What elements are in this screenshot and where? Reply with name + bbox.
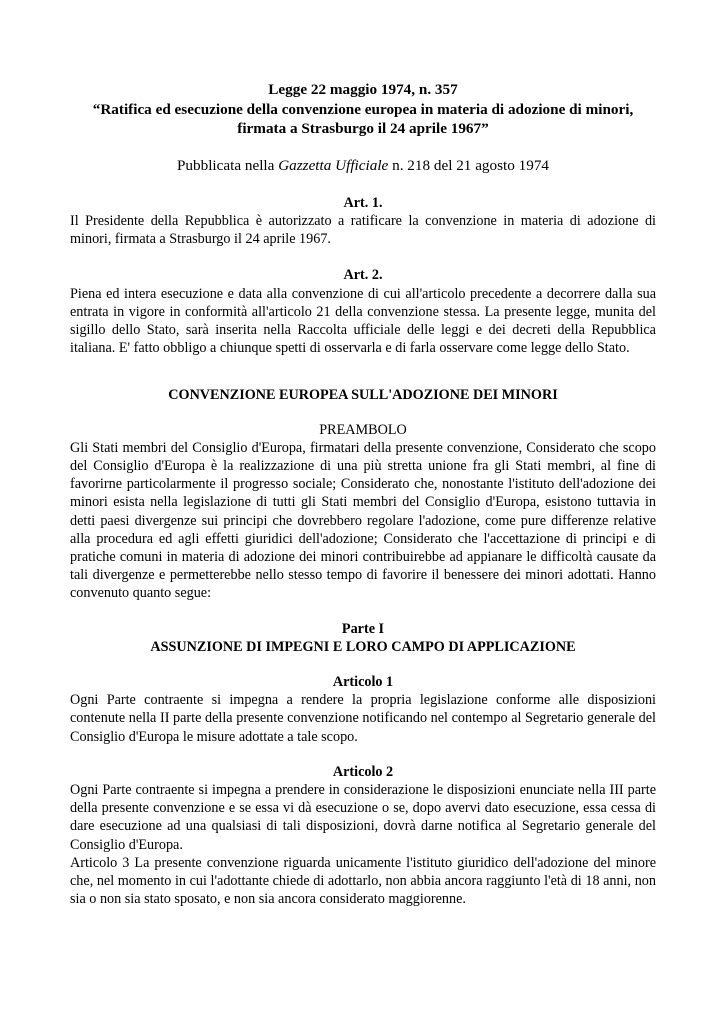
preamble-text: Gli Stati membri del Consiglio d'Europa, firmatari della presente convenzione, Considerato che scopo del Consiglio d'Europa è la realizzazione di una più stretta unione fra gli Stati membri, al fine di favorirne particolarmente il progresso sociale; Considerato che, nonostante l'istituto dell'adozione dei minori esista nella legislazione di tutti gli Stati membri del Consiglio d'Europa, esistono tuttavia in detti paesi divergenze sui principi che dovrebbero regolare l'adozione, come pure differenze relative alla procedura ed agli effetti giuridici dell'adozione; Considerato che l'accettazione di principi e di pratiche comuni in materia di adozione dei minori contribuirebbe ad appianare le difficoltà causate da tali divergenze e permetterebbe nello stesso tempo di favorire il benessere dei minori adottati. Hanno convenuto quanto segue: xyxy=(70,439,656,602)
articolo2-text: Ogni Parte contraente si impegna a prendere in considerazione le disposizioni enunciate nella III parte della presente convenzione e se essa vi dà esecuzione o se, dopo avervi dato esecuzione, essa cessa di dare esecuzione ad una qualsiasi di tali disposizioni, dovrà darne notifica al Segretario generale del Consiglio d'Europa. xyxy=(70,782,656,853)
articolo3-text: Articolo 3 La presente convenzione riguarda unicamente l'istituto giuridico dell'adozione del minore che, nel momento in cui l'adottante chiede di adottarlo, non abbia ancora raggiunto l'età di 18 anni, non sia o non sia stato sposato, e non sia ancora considerato maggiorenne. xyxy=(70,854,656,908)
art1-text: Il Presidente della Repubblica è autorizzato a ratificare la convenzione in materia di adozione di minori, firmata a Strasburgo il 24 aprile 1967. xyxy=(70,212,656,248)
articolo2-heading: Articolo 2 xyxy=(332,763,394,780)
art2-heading: Art. 2. xyxy=(343,267,383,284)
art2-text: Piena ed intera esecuzione e data alla convenzione di cui all'articolo precedente a decorrere dalla sua entrata in vigore in conformità all'articolo 21 della convenzione stessa. La presente legge, munita del sigillo dello Stato, sarà inserita nella Raccolta ufficiale delle leggi e dei decreti della Repubblica italiana. E' fatto obbligo a chiunque spetti di osservarla e di farla osservare come legge dello Stato. xyxy=(70,285,656,357)
law-title xyxy=(70,80,656,139)
publication-prefix: Pubblicata nella xyxy=(176,156,279,174)
document-page xyxy=(70,80,656,908)
part1-subheading: ASSUNZIONE DI IMPEGNI E LORO CAMPO DI APPLICAZIONE xyxy=(150,638,576,655)
art1-heading: Art. 1. xyxy=(343,194,383,211)
articolo1-text: Ogni Parte contraente si impegna a rendere la propria legislazione conforme alle disposizioni contenute nella II parte della presente convenzione notificando nel contempo al Segretario generale del Consiglio d'Europa le misure adottate a tale scopo. xyxy=(70,692,656,745)
publication-line xyxy=(70,156,656,176)
convention-heading: CONVENZIONE EUROPEA SULL'ADOZIONE DEI MINORI xyxy=(168,387,558,404)
publication-suffix: n. 218 del 21 agosto 1974 xyxy=(388,156,550,174)
gazette-name: Gazzetta Ufficiale xyxy=(278,156,389,174)
title-line-2: “Ratifica ed esecuzione della convenzione europea in materia di adozione di minori, xyxy=(92,100,634,118)
preamble-heading: PREAMBOLO xyxy=(319,421,407,438)
articolo1-heading: Articolo 1 xyxy=(332,674,394,691)
part1-heading: Parte I xyxy=(341,620,385,637)
title-line-1: Legge 22 maggio 1974, n. 357 xyxy=(268,81,458,98)
title-line-3: firmata a Strasburgo il 24 aprile 1967” xyxy=(237,120,489,138)
